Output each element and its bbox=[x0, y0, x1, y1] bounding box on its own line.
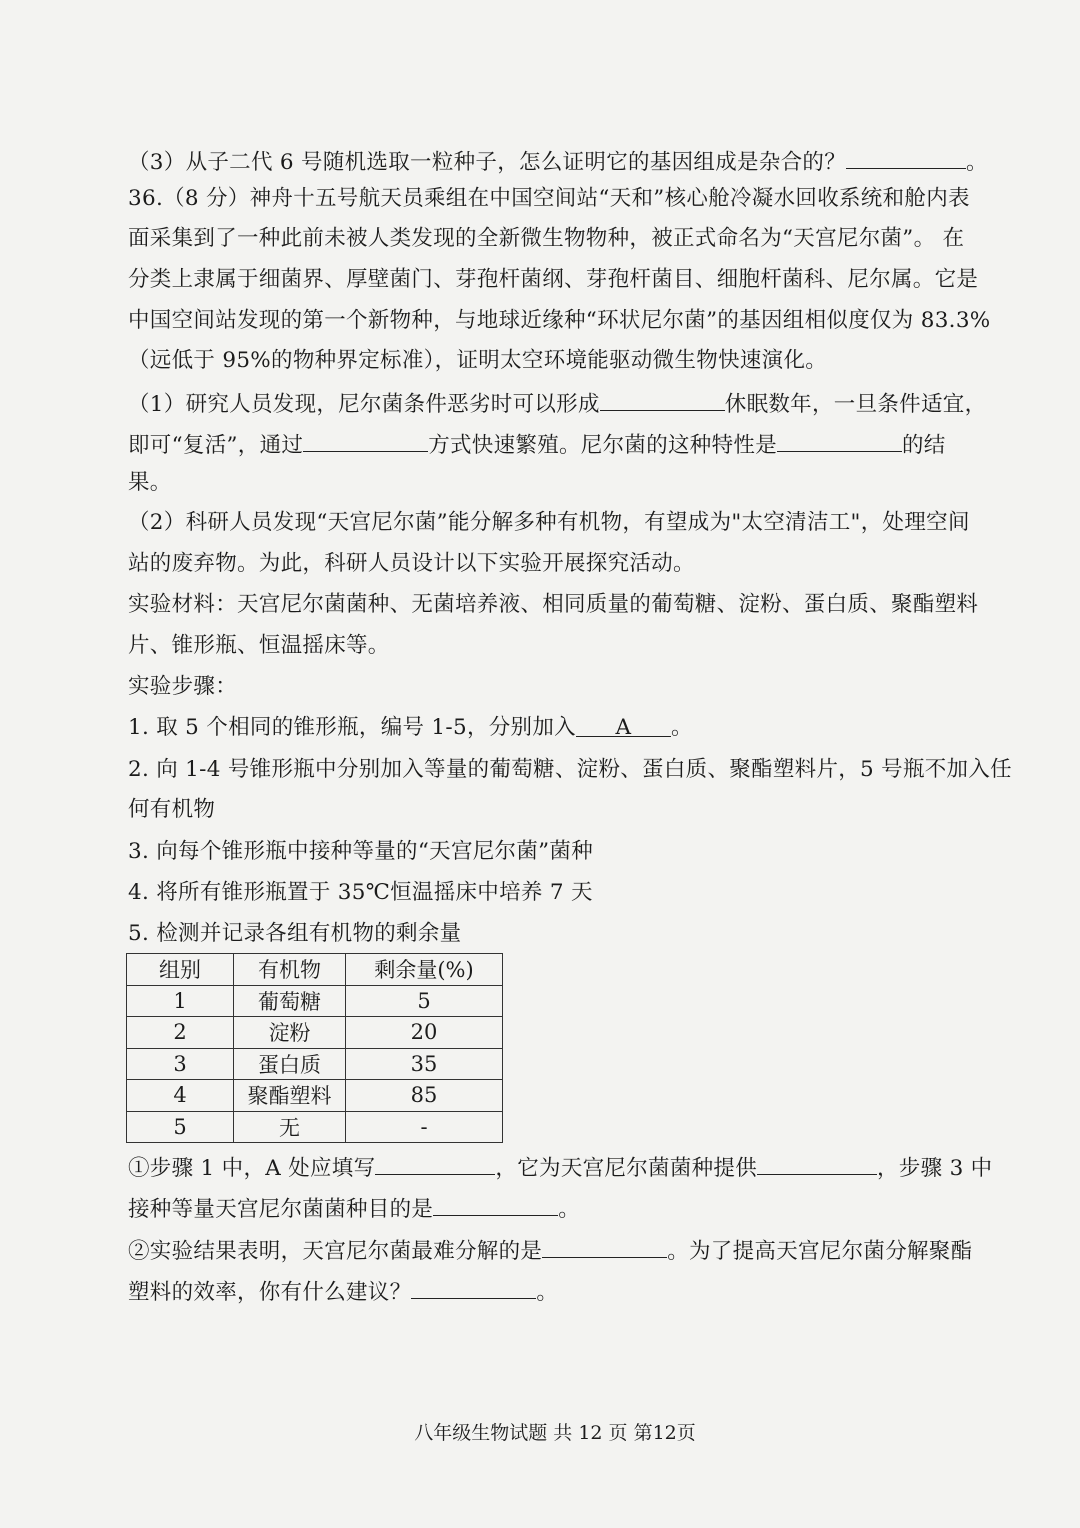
table-cell: 3 bbox=[127, 1048, 234, 1080]
answer-blank[interactable] bbox=[846, 146, 966, 169]
step-3: 3. 向每个锥形瓶中接种等量的“天宫尼尔菌”菌种 bbox=[128, 839, 594, 864]
table-row bbox=[127, 1048, 503, 1080]
answer-blank-a[interactable]: A bbox=[576, 714, 671, 737]
table-cell: 35 bbox=[346, 1048, 503, 1080]
materials-line-2: 片、锥形瓶、恒温摇床等。 bbox=[128, 633, 390, 658]
q35-part3-line: （3）从子二代 6 号随机选取一粒种子，怎么证明它的基因组成是杂合的？ 。 bbox=[128, 146, 988, 177]
question-2-line-1: ②实验结果表明，天宫尼尔菌最难分解的是 。为了提高天宫尼尔菌分解聚酯 bbox=[128, 1235, 972, 1266]
table-cell: 5 bbox=[346, 985, 503, 1017]
table-cell: 淀粉 bbox=[234, 1017, 346, 1049]
step-5: 5. 检测并记录各组有机物的剩余量 bbox=[128, 921, 462, 946]
table-cell: - bbox=[346, 1111, 503, 1143]
q36-part2-line-1: （2）科研人员发现“天宫尼尔菌”能分解多种有机物，有望成为"太空清洁工"，处理空间 bbox=[128, 510, 970, 535]
answer-blank[interactable] bbox=[433, 1193, 558, 1216]
table-cell: 5 bbox=[127, 1111, 234, 1143]
steps-title: 实验步骤： bbox=[128, 674, 238, 699]
q36-intro-line-2: 面采集到了一种此前未被人类发现的全新微生物物种，被正式命名为“天宫尼尔菌”。 在 bbox=[128, 226, 965, 251]
table-row bbox=[127, 1111, 503, 1143]
table-cell: 蛋白质 bbox=[234, 1048, 346, 1080]
step-4: 4. 将所有锥形瓶置于 35℃恒温摇床中培养 7 天 bbox=[128, 880, 593, 905]
table-cell: 聚酯塑料 bbox=[234, 1080, 346, 1112]
step-1: 1. 取 5 个相同的锥形瓶，编号 1-5，分别加入 A 。 bbox=[128, 715, 693, 740]
answer-blank[interactable] bbox=[542, 1235, 667, 1258]
q36-part1-line-3: 果。 bbox=[128, 470, 172, 495]
q36-part2-line-2: 站的废弃物。为此，科研人员设计以下实验开展探究活动。 bbox=[128, 551, 695, 576]
step-2-line-1: 2. 向 1-4 号锥形瓶中分别加入等量的葡萄糖、淀粉、蛋白质、聚酯塑料片，5 号瓶不加入任 bbox=[128, 757, 1012, 782]
table-row bbox=[127, 1017, 503, 1049]
answer-blank[interactable] bbox=[757, 1152, 877, 1175]
answer-blank[interactable] bbox=[303, 429, 428, 452]
question-2-line-2: 塑料的效率，你有什么建议？ 。 bbox=[128, 1276, 558, 1307]
materials-line-1: 实验材料：天宫尼尔菌菌种、无菌培养液、相同质量的葡萄糖、淀粉、蛋白质、聚酯塑料 bbox=[128, 592, 979, 617]
header-cell: 剩余量(%) bbox=[346, 954, 503, 986]
table-header-row bbox=[127, 954, 503, 986]
q36-part1-line-1: （1）研究人员发现，尼尔菌条件恶劣时可以形成 休眠数年，一旦条件适宜， bbox=[128, 388, 986, 419]
table-row bbox=[127, 985, 503, 1017]
table-cell: 20 bbox=[346, 1017, 503, 1049]
results-table bbox=[126, 953, 503, 1143]
question-1-line-1: ①步骤 1 中，A 处应填写 ，它为天宫尼尔菌菌种提供 ，步骤 3 中 bbox=[128, 1152, 992, 1183]
q35-part3-text: （3）从子二代 6 号随机选取一粒种子，怎么证明它的基因组成是杂合的？ bbox=[128, 150, 847, 175]
header-cell: 有机物 bbox=[234, 954, 346, 986]
q36-intro-line-5: （远低于 95%的物种界定标准），证明太空环境能驱动微生物快速演化。 bbox=[128, 348, 828, 373]
table-cell: 葡萄糖 bbox=[234, 985, 346, 1017]
question-1-line-2: 接种等量天宫尼尔菌菌种目的是 。 bbox=[128, 1193, 580, 1224]
q36-part1-line-2: 即可“复活”，通过 方式快速繁殖。尼尔菌的这种特性是 的结 bbox=[128, 429, 946, 460]
q36-intro-line-1: 36.（8 分）神舟十五号航天员乘组在中国空间站“天和”核心舱冷凝水回收系统和舱内表 bbox=[128, 186, 970, 211]
answer-blank[interactable] bbox=[600, 388, 725, 411]
page-footer: 八年级生物试题 共 12 页 第12页 bbox=[414, 1422, 696, 1444]
table-cell: 85 bbox=[346, 1080, 503, 1112]
table-cell: 无 bbox=[234, 1111, 346, 1143]
answer-blank[interactable] bbox=[411, 1276, 536, 1299]
table-row bbox=[127, 1080, 503, 1112]
table-cell: 4 bbox=[127, 1080, 234, 1112]
step-2-line-2: 何有机物 bbox=[128, 797, 216, 822]
table-cell: 2 bbox=[127, 1017, 234, 1049]
answer-blank[interactable] bbox=[375, 1152, 495, 1175]
answer-blank[interactable] bbox=[777, 429, 902, 452]
header-cell: 组别 bbox=[127, 954, 234, 986]
q36-intro-line-4: 中国空间站发现的第一个新物种，与地球近缘种“环状尼尔菌”的基因组相似度仅为 83.3% bbox=[128, 308, 991, 333]
table-cell: 1 bbox=[127, 985, 234, 1017]
q36-intro-line-3: 分类上隶属于细菌界、厚壁菌门、芽孢杆菌纲、芽孢杆菌目、细胞杆菌科、尼尔属。它是 bbox=[128, 267, 979, 292]
